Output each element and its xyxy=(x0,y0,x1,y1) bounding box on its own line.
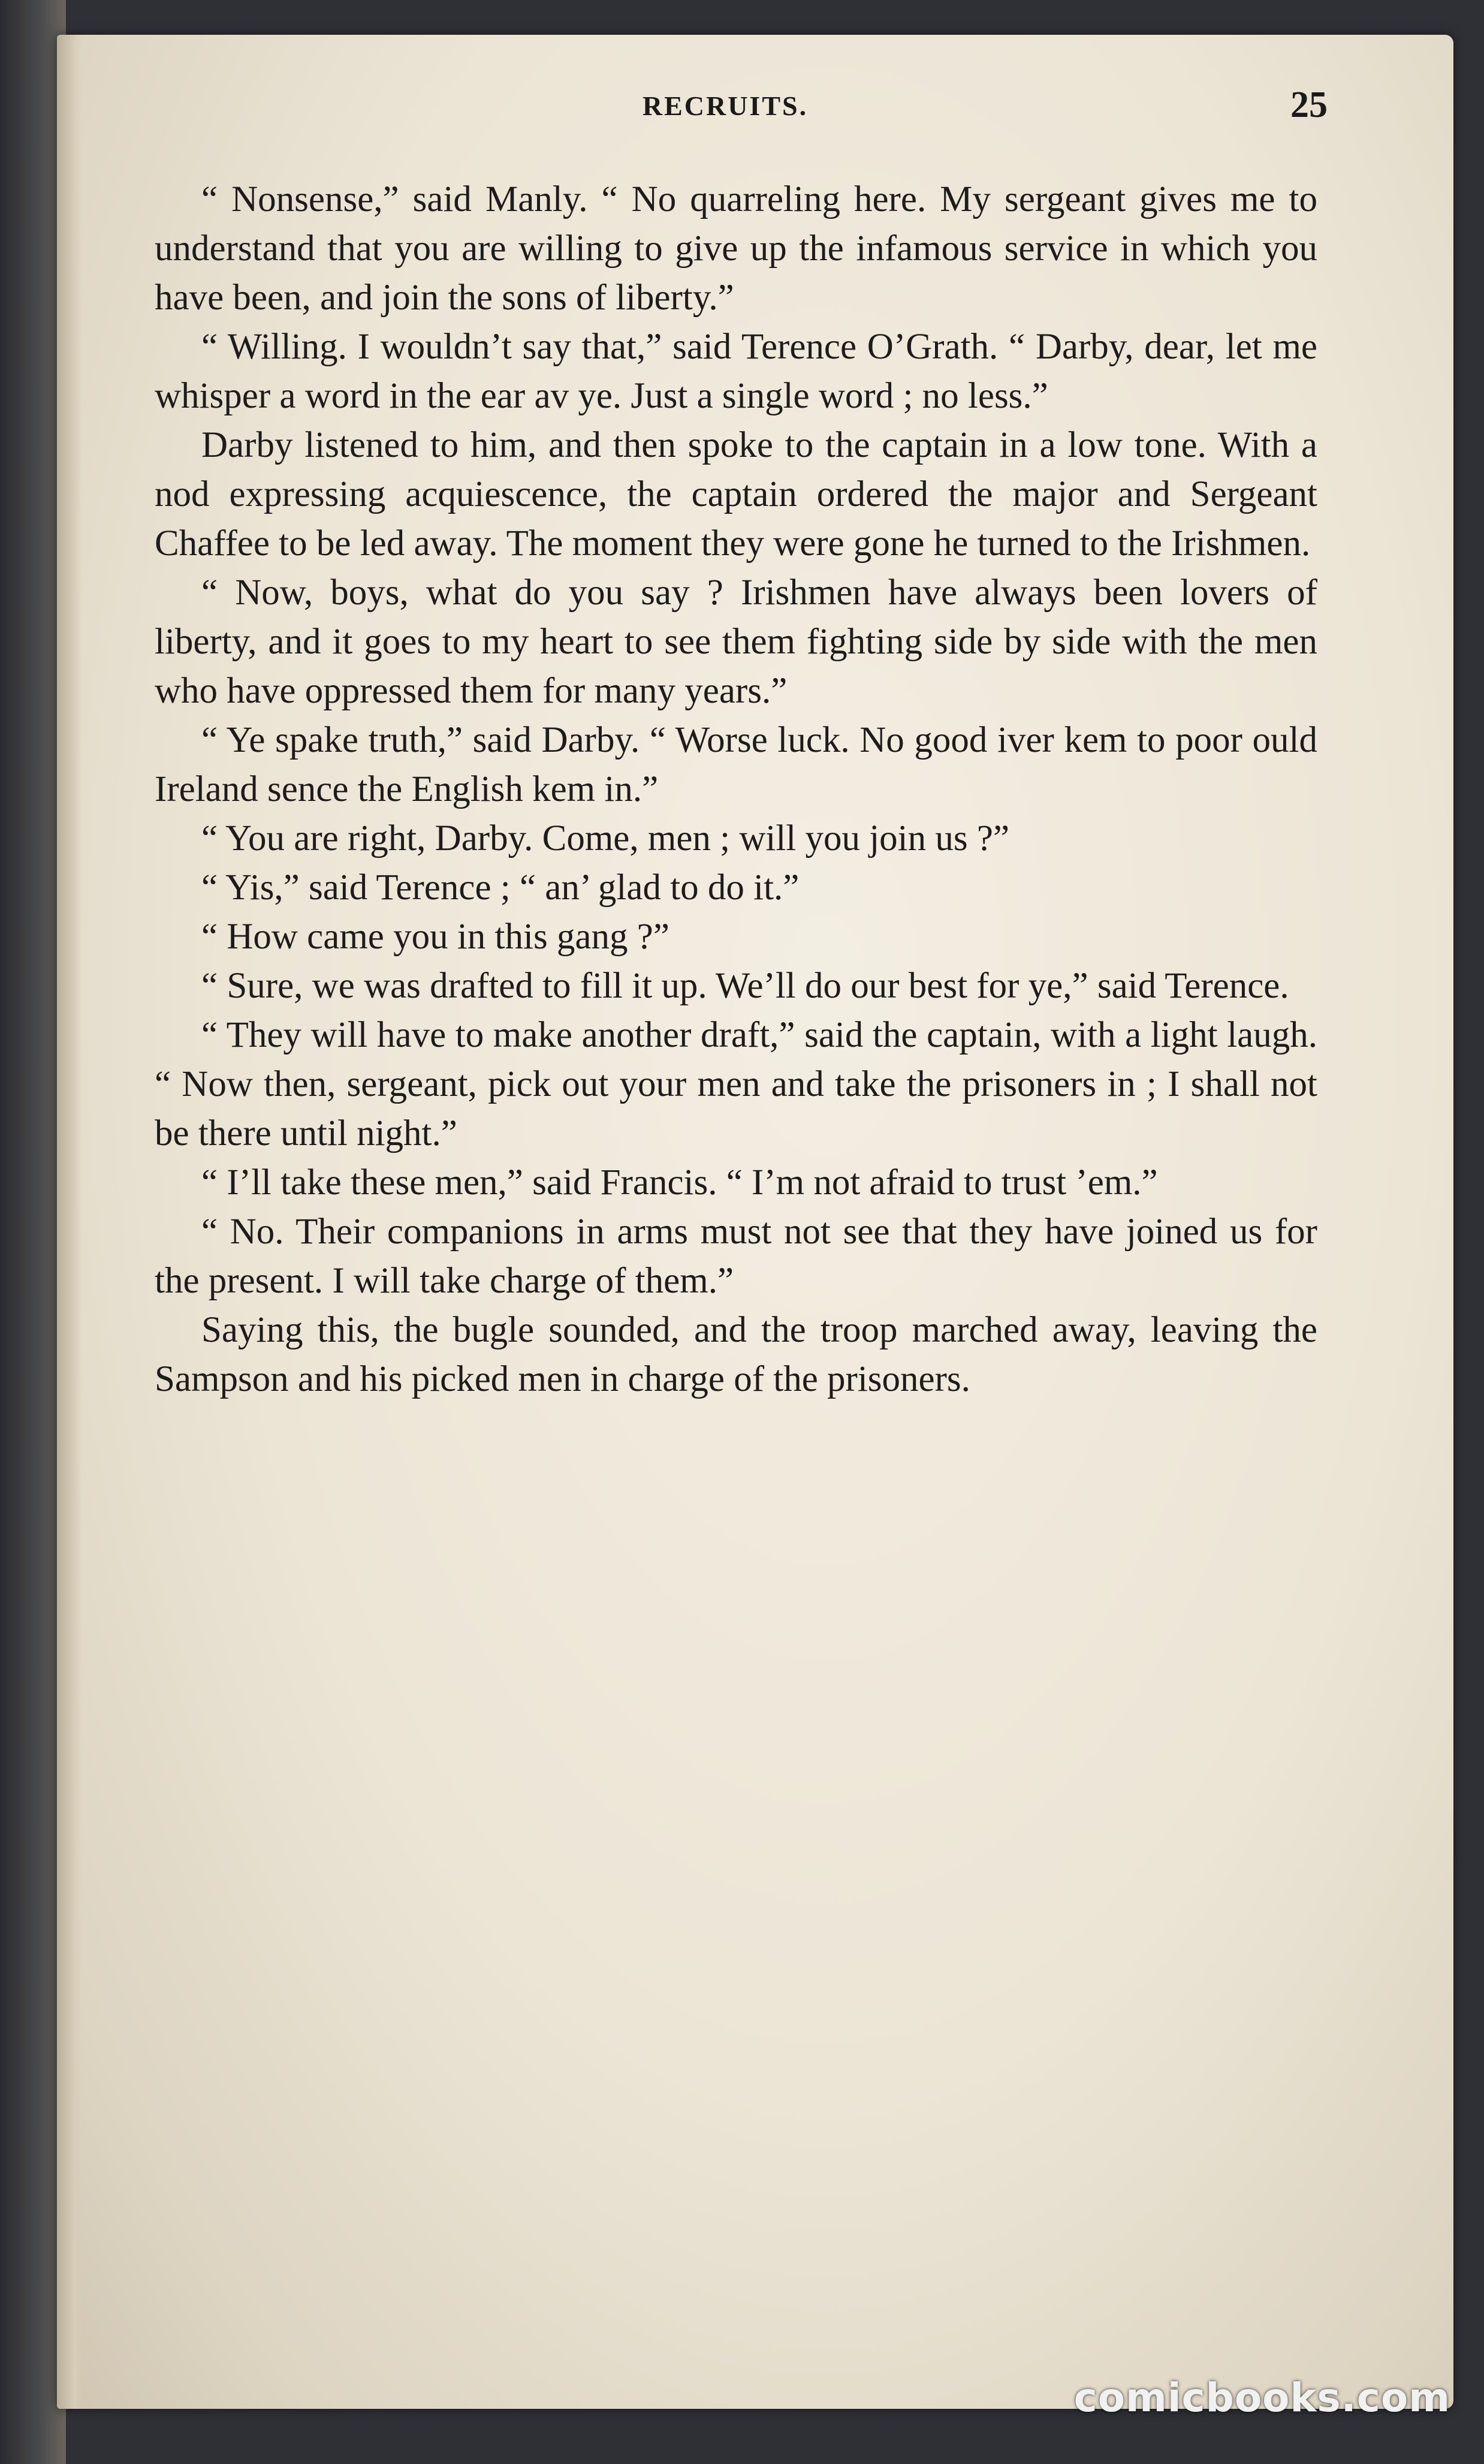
background-left xyxy=(0,0,66,2464)
paragraph: “ You are right, Darby. Come, men ; will you join us ?” xyxy=(201,818,1010,859)
paragraph: “ Yis,” said Terence ; “ an’ glad to do it.” xyxy=(201,867,800,908)
paragraph: Saying this, the bugle sounded, and the troop marched away, leaving the Sampson and his picked men in charge of the prisoners. xyxy=(155,1310,1317,1399)
paragraph: “ How came you in this gang ?” xyxy=(201,917,669,957)
paragraph: Darby listened to him, and then spoke to the captain in a low tone. With a nod expressing acquiescence, the captain ordered the major and Sergeant Chaffee to be led away. The moment they were gone he turned to the Irishmen. xyxy=(155,425,1317,564)
paragraph: “ Now, boys, what do you say ? Irishmen have always been lovers of liberty, and it goes to my heart to see them fighting side by side with the men who have oppressed them for many years.” xyxy=(155,573,1317,711)
page-edge xyxy=(57,35,82,2409)
running-head: RECRUITS. xyxy=(642,91,809,121)
paragraph: “ Willing. I wouldn’t say that,” said Terence O’Grath. “ Darby, dear, let me whisper a word in the ear av ye. Just a single word ; no less.” xyxy=(155,327,1317,416)
body-text xyxy=(155,175,1317,1404)
paragraph: “ Ye spake truth,” said Darby. “ Worse luck. No good iver kem to poor ould Ireland sence the English kem in.” xyxy=(155,720,1317,809)
paragraph: “ Nonsense,” said Manly. “ No quarreling here. My sergeant gives me to understand that you are willing to give up the infamous service in which you have been, and join the sons of liberty.” xyxy=(155,179,1317,318)
paragraph: “ No. Their companions in arms must not see that they have joined us for the present. I will take charge of them.” xyxy=(155,1212,1317,1301)
paragraph: “ I’ll take these men,” said Francis. “ I’m not afraid to trust ’em.” xyxy=(201,1162,1158,1203)
paragraph: “ They will have to make another draft,” said the captain, with a light laugh. “ Now then, sergeant, pick out your men and take the prisoners in ; I shall not be there until night.” xyxy=(155,1015,1317,1153)
watermark: comicbooks.com xyxy=(1073,2375,1450,2421)
page-number: 25 xyxy=(1290,85,1328,125)
paragraph: “ Sure, we was drafted to fill it up. We’ll do our best for ye,” said Terence. xyxy=(201,966,1289,1006)
